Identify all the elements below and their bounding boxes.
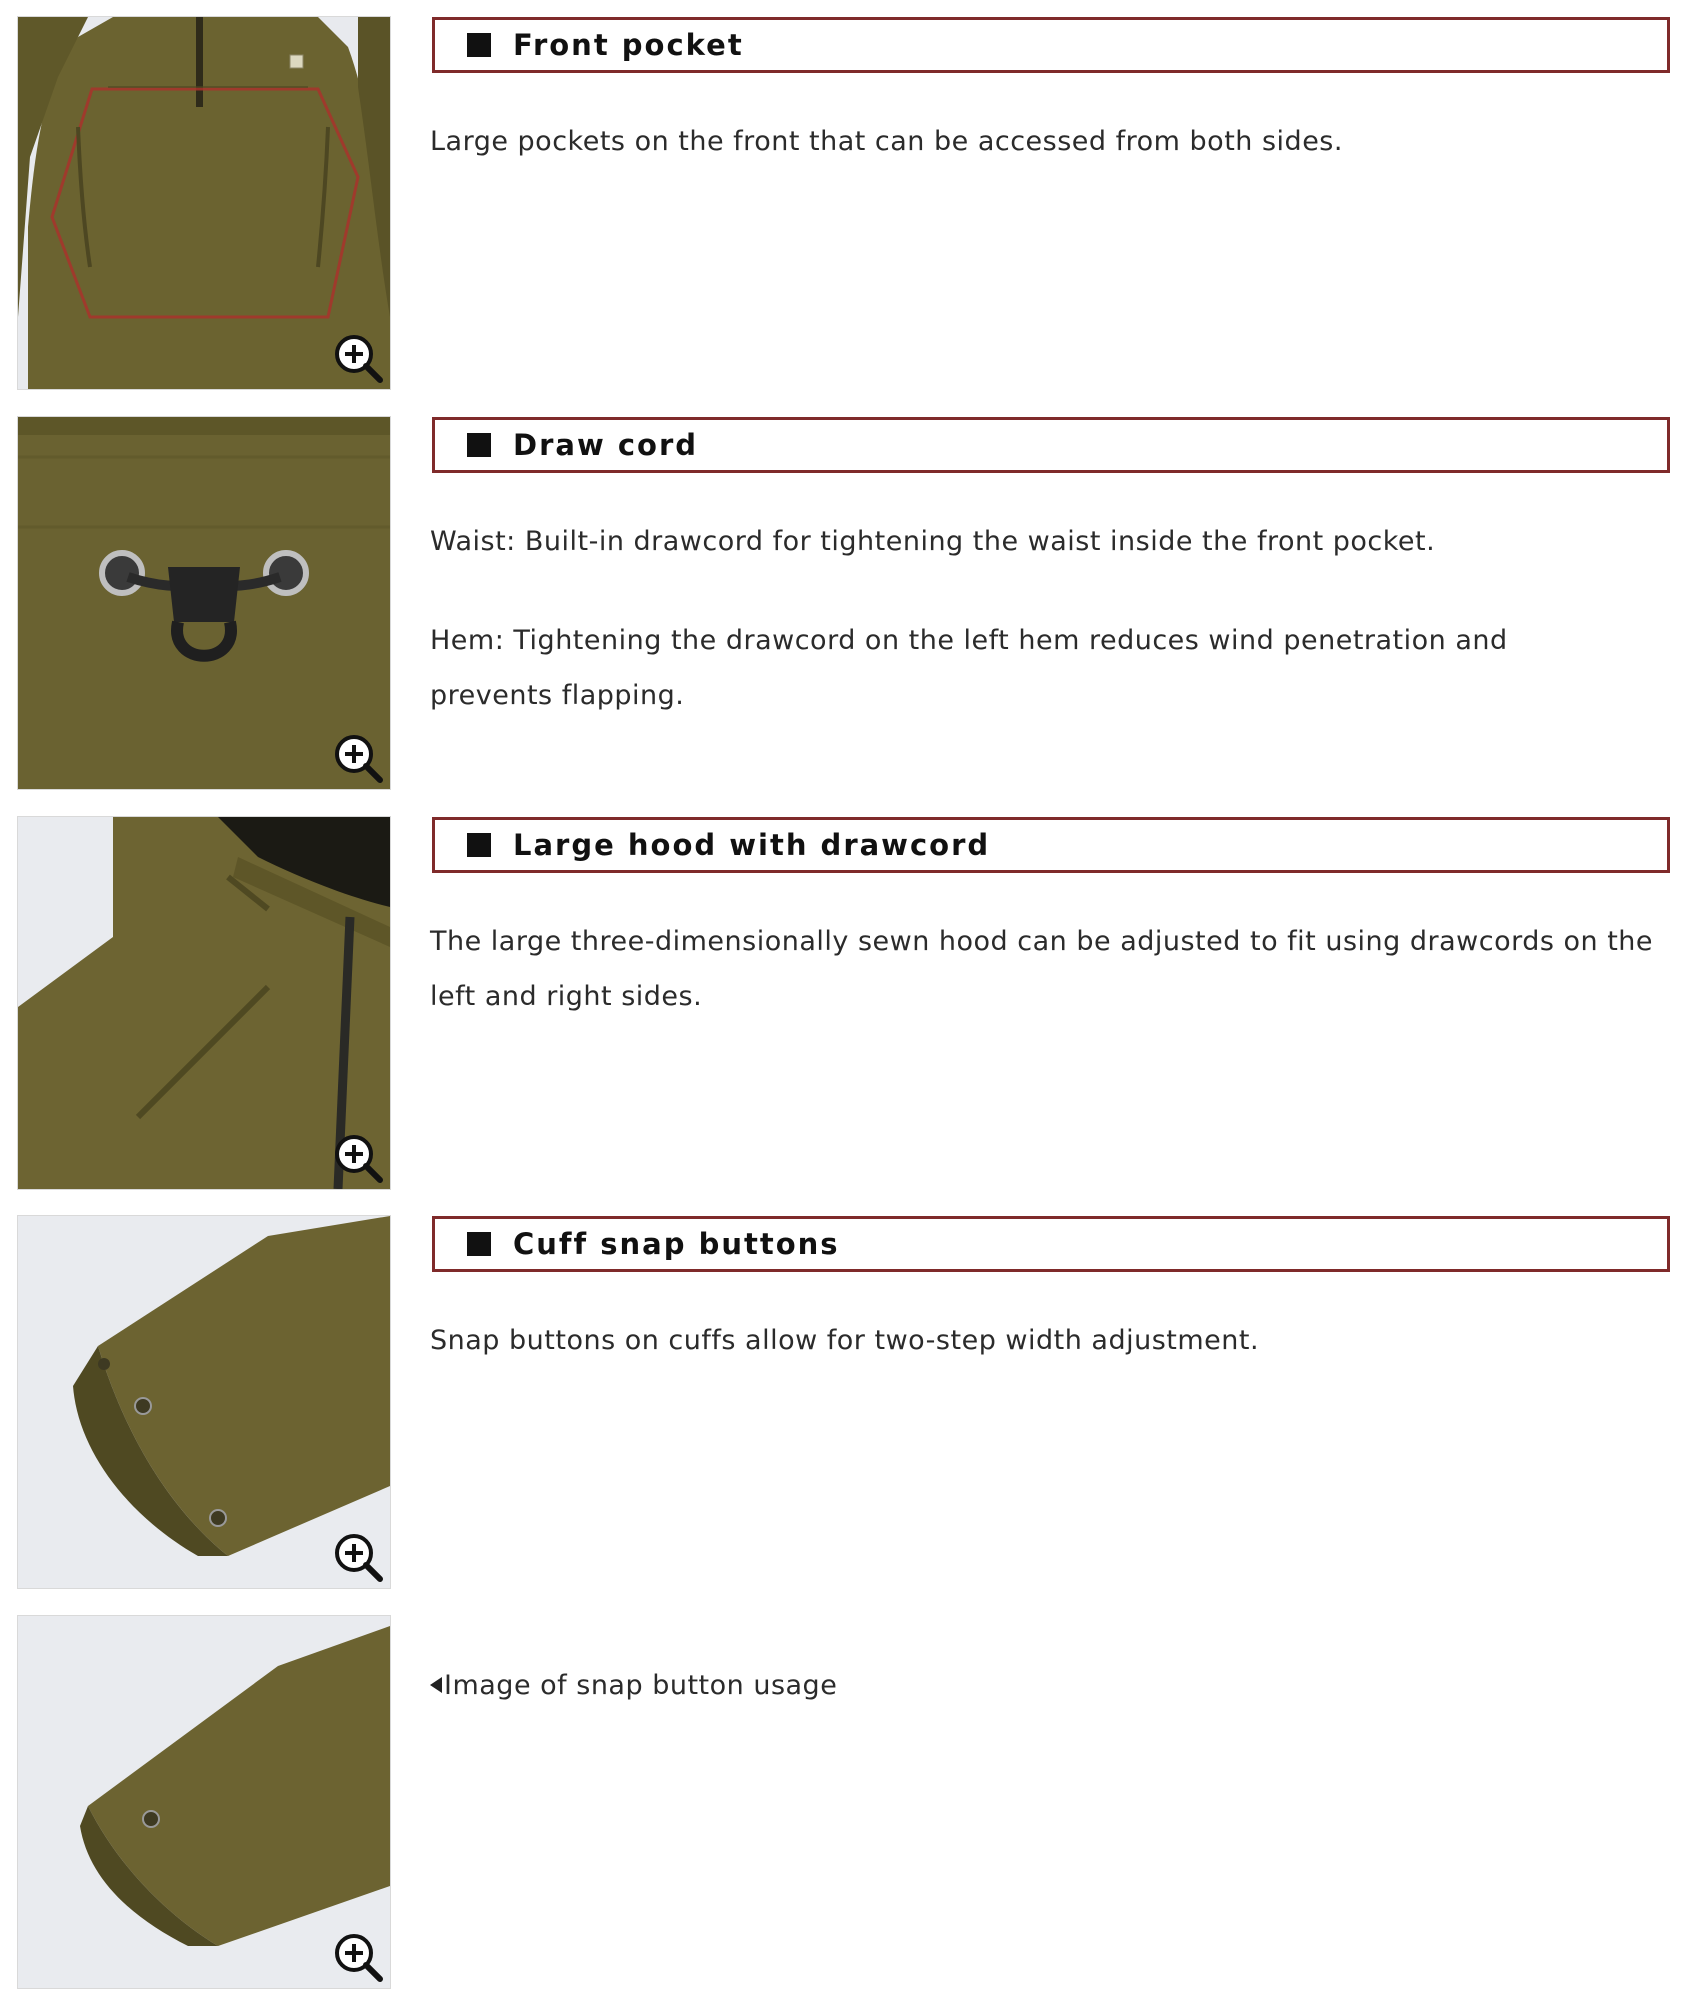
large-hood-thumbnail[interactable] xyxy=(18,817,390,1189)
cuff-snap-title: Cuff snap buttons xyxy=(513,1227,840,1261)
large-hood-title: Large hood with drawcord xyxy=(513,828,991,862)
front-pocket-title: Front pocket xyxy=(513,28,744,62)
front-pocket-header xyxy=(432,17,1670,73)
cuff-snap-photo xyxy=(18,1216,390,1588)
square-bullet-icon xyxy=(467,33,491,57)
draw-cord-photo xyxy=(18,417,390,789)
snap-usage-caption-text: Image of snap button usage xyxy=(444,1670,838,1701)
cuff-snap-description: Snap buttons on cuffs allow for two-step width adjustment. xyxy=(430,1325,1260,1356)
draw-cord-header xyxy=(432,417,1670,473)
snap-usage-thumbnail[interactable] xyxy=(18,1616,390,1988)
front-pocket-description: Large pockets on the front that can be accessed from both sides. xyxy=(430,126,1343,157)
cuff-snap-thumbnail[interactable] xyxy=(18,1216,390,1588)
front-pocket-photo xyxy=(18,17,390,389)
square-bullet-icon xyxy=(467,433,491,457)
draw-cord-title: Draw cord xyxy=(513,428,699,462)
large-hood-description: The large three-dimensionally sewn hood can be adjusted to fit using drawcords on the left and right sides. xyxy=(430,926,1654,1012)
front-pocket-thumbnail[interactable] xyxy=(18,17,390,389)
draw-cord-hem-text: Hem: Tightening the drawcord on the left hem reduces wind penetration and prevents flapping. xyxy=(430,625,1508,711)
square-bullet-icon xyxy=(467,1232,491,1256)
snap-usage-caption xyxy=(430,1670,837,1701)
snap-usage-photo xyxy=(18,1616,390,1988)
draw-cord-waist-text: Waist: Built-in drawcord for tightening the waist inside the front pocket. xyxy=(430,526,1436,557)
large-hood-photo xyxy=(18,817,390,1189)
draw-cord-thumbnail[interactable] xyxy=(18,417,390,789)
large-hood-header xyxy=(432,817,1670,873)
left-arrow-icon xyxy=(430,1677,442,1693)
square-bullet-icon xyxy=(467,833,491,857)
cuff-snap-header xyxy=(432,1216,1670,1272)
